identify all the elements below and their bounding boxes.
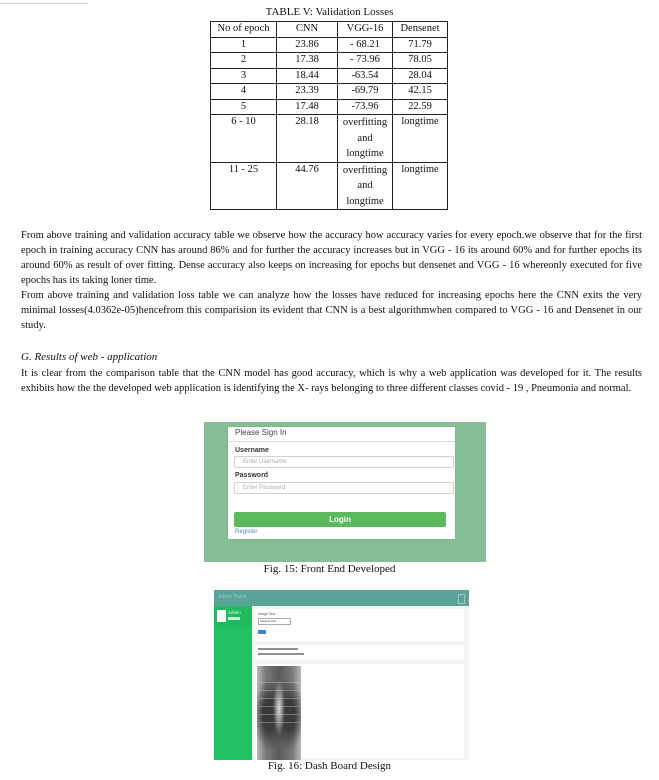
validation-losses-table bbox=[210, 21, 448, 210]
table-row bbox=[211, 53, 448, 69]
xray-rib bbox=[259, 698, 299, 699]
cell: - 68.21 bbox=[338, 37, 393, 53]
top-rule bbox=[0, 0, 88, 4]
choose-file-button[interactable]: Choose File bbox=[258, 618, 291, 625]
cell: overfitting and longtime bbox=[338, 162, 393, 210]
cell: 1 bbox=[211, 37, 277, 53]
sidebar-user-name: Admin bbox=[228, 610, 241, 615]
cell: 5 bbox=[211, 99, 277, 115]
cell: 18.44 bbox=[277, 68, 338, 84]
xray-rib bbox=[259, 722, 299, 723]
cell: overfitting and longtime bbox=[338, 115, 393, 163]
dashboard-topbar bbox=[214, 590, 469, 606]
cell: 23.86 bbox=[277, 37, 338, 53]
login-button[interactable]: Login bbox=[234, 512, 446, 527]
register-link[interactable]: Register bbox=[235, 529, 258, 535]
table-header-row bbox=[211, 22, 448, 38]
table-row bbox=[211, 37, 448, 53]
paragraph-accuracy: From above training and validation accuracy table we observe how the accuracy how accuracy varies for every epoch.we observe that for the first epoch in training accuracy CNN has around 86% and for further the accuracy increases but in VGG - 16 its around 60% and for further epochs its around 60% as result of over fitting. Dense accuracy also keeps on increasing for epochs but densenet and VGG - 16 whereonly executed for five epochs has its taking loner time. bbox=[21, 230, 642, 286]
signin-title: Please Sign In bbox=[235, 428, 287, 437]
discussion-paragraph bbox=[21, 228, 642, 333]
table-row bbox=[211, 99, 448, 115]
dashboard-screenshot bbox=[214, 590, 469, 760]
paragraph-loss: From above training and validation loss table we can analyze how the losses have reduced for increasing epochs here the CNN exits the very minimal losses(4.0362e-05)hencefrom this comparision its evident that CNN is a best algorithmwhen compared to VGG - 16 and Densenet in our study. bbox=[21, 290, 642, 331]
section-paragraph: It is clear from the comparison table that the CNN model has good accuracy, which is why a web application was developed for it. The results exhibits how the the developed web application is identifying the X- rays belonging to three different classes covid - 19 , Pneumonia and normal. bbox=[21, 368, 642, 394]
section-text bbox=[21, 366, 642, 396]
upload-panel-title: Image Test bbox=[258, 612, 276, 616]
cell: 23.39 bbox=[277, 84, 338, 100]
table-caption: TABLE V: Validation Losses bbox=[265, 6, 394, 18]
xray-rib bbox=[259, 706, 299, 707]
cell: 2 bbox=[211, 53, 277, 69]
cell: 11 - 25 bbox=[211, 162, 277, 210]
table-row bbox=[211, 115, 448, 163]
dashboard-brand: Admin Panel bbox=[218, 594, 247, 600]
menu-icon[interactable] bbox=[458, 594, 465, 604]
cell: 6 - 10 bbox=[211, 115, 277, 163]
cell: 17.38 bbox=[277, 53, 338, 69]
cell: -73.96 bbox=[338, 99, 393, 115]
password-label: Password bbox=[235, 472, 269, 479]
table-row bbox=[211, 162, 448, 210]
cell: 78.05 bbox=[393, 53, 448, 69]
header-densenet: Densenet bbox=[393, 22, 448, 38]
result-line bbox=[258, 653, 304, 655]
signin-divider bbox=[228, 441, 455, 442]
cell: -69.79 bbox=[338, 84, 393, 100]
cell: 17.48 bbox=[277, 99, 338, 115]
cell: 28.04 bbox=[393, 68, 448, 84]
section-heading: G. Results of web - application bbox=[21, 351, 158, 363]
cell: 22.59 bbox=[393, 99, 448, 115]
fig16-caption: Fig. 16: Dash Board Design bbox=[267, 760, 392, 772]
xray-image bbox=[257, 666, 301, 760]
cell: 3 bbox=[211, 68, 277, 84]
cell: - 73.96 bbox=[338, 53, 393, 69]
xray-rib bbox=[259, 714, 299, 715]
cell: 42.15 bbox=[393, 84, 448, 100]
table-row bbox=[211, 84, 448, 100]
avatar bbox=[217, 610, 226, 622]
password-input[interactable]: Enter Password bbox=[234, 482, 454, 494]
xray-rib bbox=[259, 682, 299, 683]
cell: longtime bbox=[393, 115, 448, 163]
fig15-caption: Fig. 15: Front End Developed bbox=[263, 563, 396, 575]
header-cnn: CNN bbox=[277, 22, 338, 38]
cell: 44.76 bbox=[277, 162, 338, 210]
upload-panel bbox=[255, 609, 464, 641]
header-epoch: No of epoch bbox=[211, 22, 277, 38]
cell: 4 bbox=[211, 84, 277, 100]
result-line bbox=[258, 648, 298, 650]
username-input[interactable]: Enter Username bbox=[234, 456, 454, 468]
status-badge bbox=[228, 617, 240, 620]
xray-rib bbox=[259, 690, 299, 691]
cell: -63.54 bbox=[338, 68, 393, 84]
dashboard-sidebar bbox=[214, 606, 252, 760]
cell: 28.18 bbox=[277, 115, 338, 163]
cell: longtime bbox=[393, 162, 448, 210]
username-label: Username bbox=[235, 447, 269, 454]
table-row bbox=[211, 68, 448, 84]
cell: 71.79 bbox=[393, 37, 448, 53]
header-vgg16: VGG-16 bbox=[338, 22, 393, 38]
upload-button[interactable] bbox=[258, 630, 266, 634]
